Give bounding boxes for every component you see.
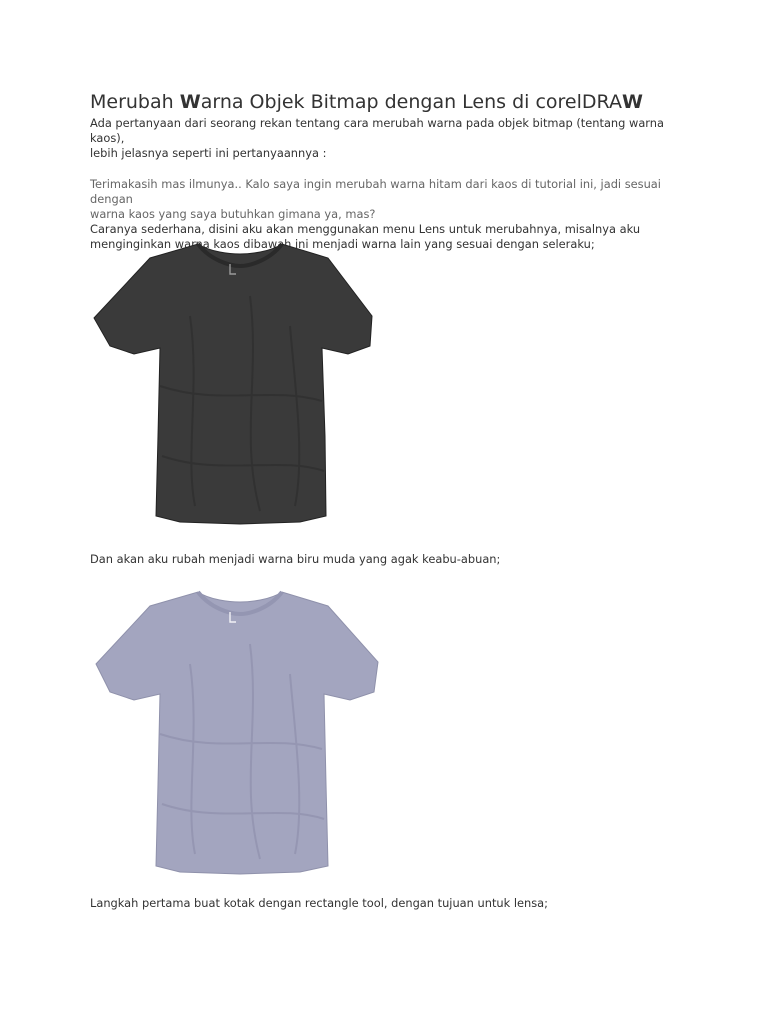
intro-line: lebih jelasnya seperti ini pertanyaannya : (90, 146, 327, 160)
blue-description: Dan akan aku rubah menjadi warna biru muda yang agak keabu-abuan; (90, 552, 501, 566)
black-tshirt-image (90, 236, 390, 536)
step-one: Langkah pertama buat kotak dengan rectangle tool, dengan tujuan untuk lensa; (90, 896, 548, 910)
intro-line: Ada pertanyaan dari seorang rekan tentang cara merubah warna pada objek bitmap (tentang warna kaos), (90, 116, 664, 145)
blue-tshirt-body (96, 592, 378, 874)
answer-line: Caranya sederhana, disini aku akan menggunakan menu Lens untuk merubahnya, misalnya aku (90, 222, 641, 236)
blue-tshirt-image (90, 584, 390, 884)
article (90, 90, 690, 910)
reader-question (90, 177, 690, 222)
intro-paragraph (90, 116, 690, 161)
question-line: Terimakasih mas ilmunya.. Kalo saya ingin merubah warna hitam dari kaos di tutorial ini, jadi sesuai dengan (90, 177, 661, 206)
article-title: Merubah Warna Objek Bitmap dengan Lens di corelDRAW (90, 91, 643, 113)
question-line: warna kaos yang saya butuhkan gimana ya, mas? (90, 207, 376, 221)
black-tshirt-body (94, 244, 372, 524)
answer-line: menginginkan warna kaos dibawah ini menjadi warna lain yang sesuai dengan seleraku; (90, 237, 595, 251)
